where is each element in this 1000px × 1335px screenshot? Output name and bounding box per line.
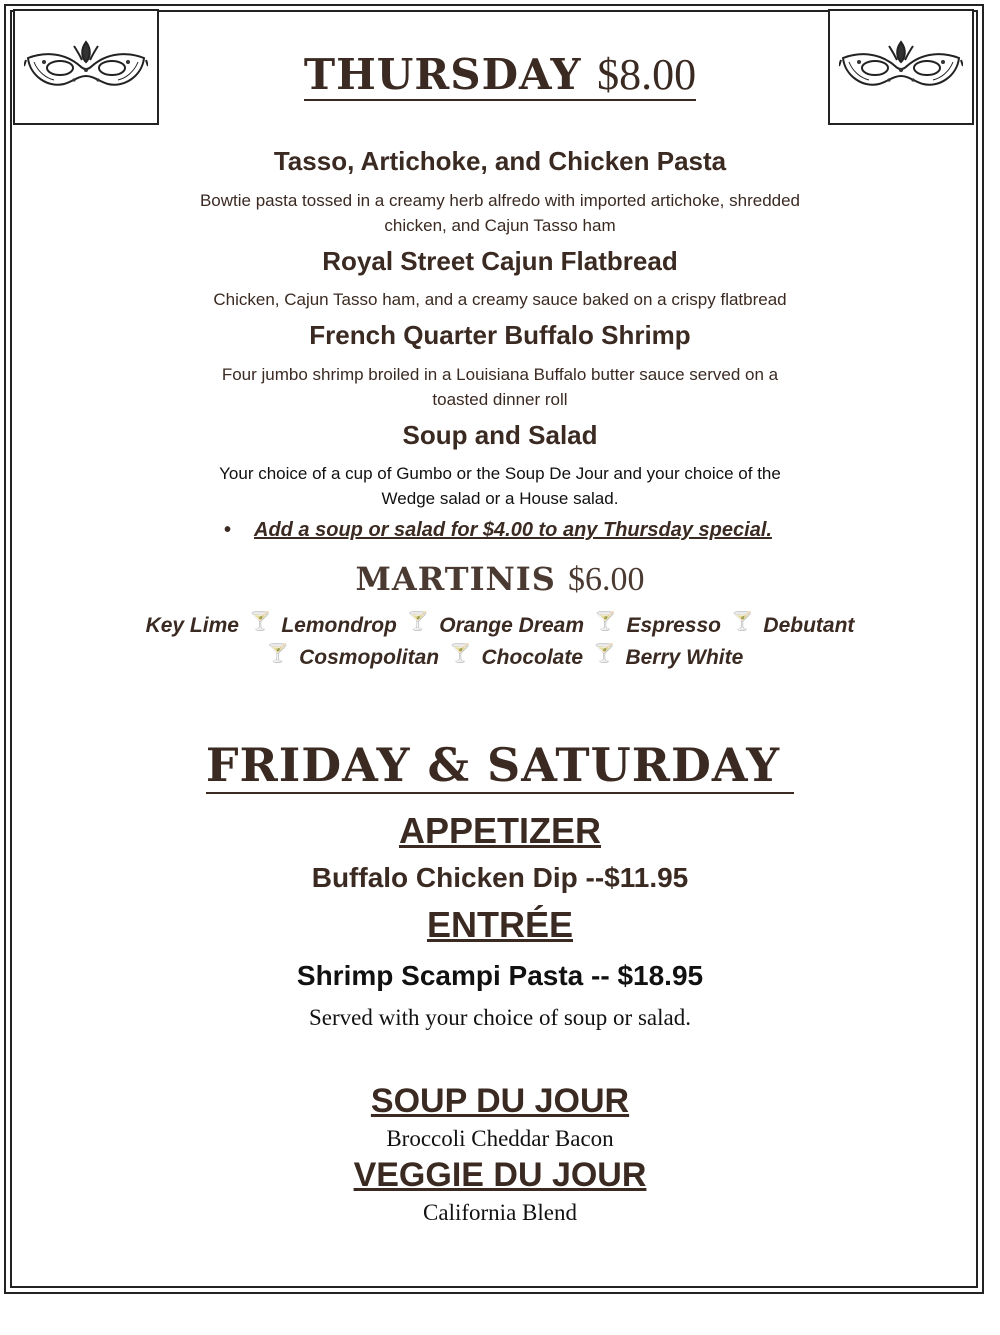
menu-item-desc: Your choice of a cup of Gumbo or the Soup De Jour and your choice of the — [219, 464, 781, 483]
appetizer-item: Buffalo Chicken Dip --$11.95 — [311, 862, 689, 893]
entree-item: Shrimp Scampi Pasta -- $18.95 — [296, 960, 704, 991]
martini-item: Lemondrop — [281, 614, 397, 637]
martinis-title: MARTINIS — [355, 560, 556, 598]
martini-item: Key Lime — [145, 614, 239, 637]
martini-glass-icon: 🍸 — [449, 643, 472, 663]
menu-item-name: Tasso, Artichoke, and Chicken Pasta — [273, 146, 727, 176]
martini-glass-icon: 🍸 — [594, 611, 617, 631]
veggie-item: California Blend — [423, 1200, 577, 1225]
menu-item-name: Royal Street Cajun Flatbread — [322, 246, 678, 276]
thursday-price: $8.00 — [597, 50, 697, 99]
martinis-price: $6.00 — [568, 561, 645, 598]
weekend-title: FRIDAY & SATURDAY — [206, 738, 794, 794]
appetizer-title: APPETIZER — [398, 810, 602, 851]
menu-item-desc: Bowtie pasta tossed in a creamy herb alfredo with imported artichoke, shredded — [199, 191, 801, 210]
menu-item-desc: Chicken, Cajun Tasso ham, and a creamy sauce baked on a crispy flatbread — [213, 290, 787, 309]
addon-text: Add a soup or salad for $4.00 to any Thursday special. — [254, 519, 772, 541]
menu-item-desc: Wedge salad or a House salad. — [381, 489, 619, 508]
martini-list-row-1 — [0, 611, 1000, 638]
weekend-heading — [0, 738, 1000, 794]
veggie-title: VEGGIE DU JOUR — [353, 1156, 647, 1194]
entree-title: ENTRÉE — [426, 904, 574, 945]
martini-item: Orange Dream — [439, 614, 585, 637]
thursday-title: THURSDAY — [303, 50, 582, 99]
martini-item: Cosmopolitan — [299, 646, 440, 669]
martini-item: Debutant — [763, 614, 855, 637]
martini-glass-icon: 🍸 — [248, 611, 272, 631]
thursday-heading — [0, 50, 1000, 101]
entree-heading — [0, 904, 1000, 946]
appetizer-heading — [0, 810, 1000, 852]
martini-list-row-2 — [0, 643, 1000, 670]
soup-title: SOUP DU JOUR — [370, 1082, 630, 1120]
entree-note: Served with your choice of soup or salad. — [309, 1005, 691, 1030]
martini-glass-icon: 🍸 — [406, 611, 430, 631]
martini-item: Berry White — [625, 646, 744, 669]
martini-glass-icon: 🍸 — [593, 643, 616, 663]
menu-item-name: Soup and Salad — [402, 420, 598, 450]
menu-item-desc: chicken, and Cajun Tasso ham — [384, 216, 616, 235]
soup-heading — [0, 1082, 1000, 1121]
martinis-heading — [0, 560, 1000, 599]
martini-glass-icon: 🍸 — [266, 643, 290, 663]
bullet: • — [224, 519, 232, 541]
menu-item-desc: Four jumbo shrimp broiled in a Louisiana Buffalo butter sauce served on a — [221, 365, 779, 384]
martini-item: Espresso — [626, 614, 721, 637]
menu-item-desc: toasted dinner roll — [432, 390, 568, 409]
martini-glass-icon: 🍸 — [731, 611, 754, 631]
addon-note — [224, 519, 772, 542]
soup-item: Broccoli Cheddar Bacon — [386, 1126, 614, 1151]
menu-item-name: French Quarter Buffalo Shrimp — [309, 320, 691, 350]
veggie-heading — [0, 1156, 1000, 1195]
martini-item: Chocolate — [481, 646, 584, 669]
